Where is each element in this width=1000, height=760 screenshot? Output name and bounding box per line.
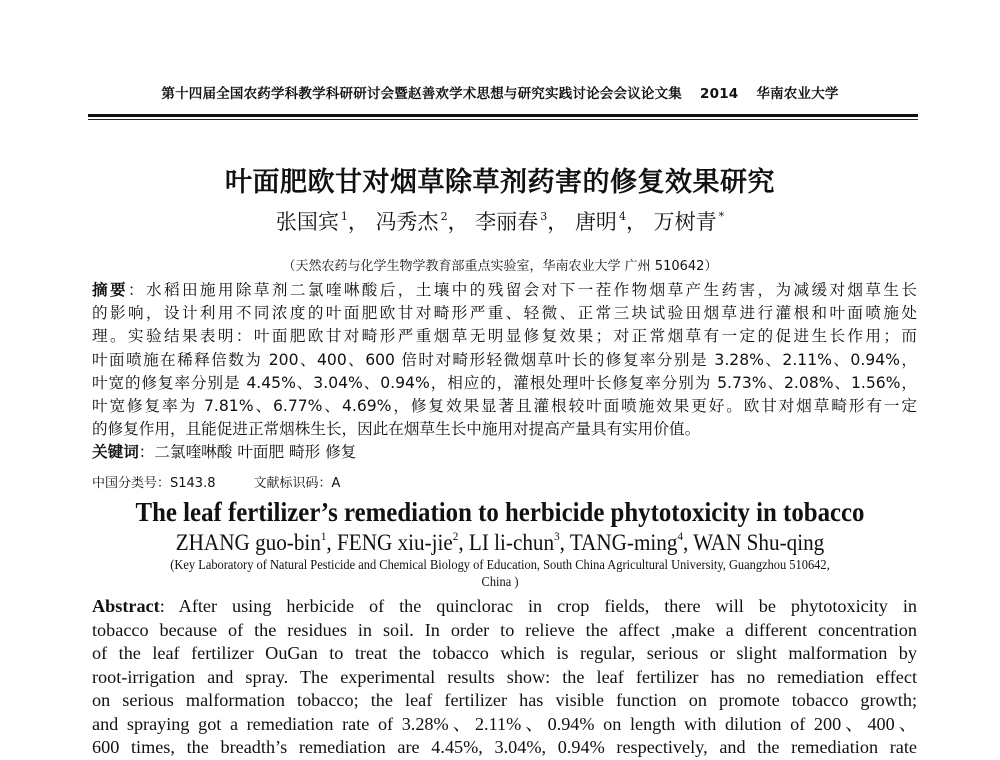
en-author: FENG xiu-jie$^2$, — [337, 529, 469, 555]
cn-affiliation: （天然农药与化学生物学教育部重点实验室，华南农业大学 广州 510642） — [282, 259, 718, 274]
en-abstract-line: root-irrigation and spray. The experimental results show: the leaf fertilizer has no remediation effect — [92, 666, 917, 687]
cn-author: 冯秀杰 $^2$， — [375, 210, 469, 234]
en-author: TANG-ming$^4$, — [569, 529, 694, 555]
cn-keywords: 关键词：二氯喹啉酸 叶面肥 畸形 修复 — [92, 443, 357, 462]
proceedings-title: 第十四届全国农药学科教学科研研讨会暨赵善欢学术思想与研究实践讨论会会议论文集 — [161, 86, 683, 102]
cn-paper-title: 叶面肥欧甘对烟草除草剂药害的修复效果研究 — [225, 167, 775, 198]
cn-author: 万树青 * — [653, 210, 725, 234]
cn-abstract-line: 的修复作用，且能促进正常烟株生长，因此在烟草生长中施用对提高产量具有实用价值。 — [92, 420, 701, 439]
cn-classification: 中国分类号：S143.8 文献标识码：A — [92, 476, 341, 491]
header-rule-thick — [88, 114, 918, 117]
cn-abstract-line: 叶宽的修复率分别是 4.45%、3.04%、0.94%，相应的，灌根处理叶长修复率分别为 5.73%、2.08%、1.56%， — [92, 373, 917, 392]
cn-keywords-label: 关键词 — [92, 443, 139, 462]
en-author: WAN Shu-qing — [693, 530, 825, 555]
cn-author: 李丽春 $^3$， — [475, 210, 569, 234]
en-abstract-line: and spraying got a remediation rate of 3.28%、2.11%、0.94% on length with dilution of 200、400、 — [92, 713, 917, 734]
running-header — [0, 82, 1000, 102]
cn-author: 唐明 $^4$， — [574, 210, 647, 234]
classification-code: S143.8 — [170, 476, 216, 491]
cn-author: 张国宾 $^1$， — [275, 210, 369, 234]
cn-author-list — [0, 206, 1000, 236]
en-abstract-line: of the leaf fertilizer OuGan to treat the tobacco which is regular, serious or slight malformation by — [92, 643, 917, 663]
en-abstract-line: tobacco because of the residues in soil. In order to relieve the affect ,make a different concentration — [92, 619, 917, 640]
cn-abstract-line: 摘要：水稻田施用除草剂二氯喹啉酸后，土壤中的残留会对下一茬作物烟草产生药害，为减缓对烟草生长 — [92, 281, 917, 299]
en-author: ZHANG guo-bin$^1$, — [175, 529, 338, 555]
cn-abstract-line: 叶宽修复率为 7.81%、6.77%、4.69%，修复效果显著且灌根较叶面喷施效果更好。欧甘对烟草畸形有一定 — [92, 397, 917, 416]
cn-abstract-line: 理。实验结果表明：叶面肥欧甘对畸形严重烟草无明显修复效果；对正常烟草有一定的促进生长作用；而 — [92, 327, 917, 346]
header-rule-thin — [88, 119, 918, 120]
cn-abstract — [92, 279, 917, 465]
en-abstract — [92, 595, 917, 760]
en-abstract-line: Abstract: After using herbicide of the quinclorac in crop fields, there will be phytotoxicity in — [92, 596, 917, 616]
en-paper-title: The leaf fertilizer’s remediation to herbicide phytotoxicity in tobacco — [135, 497, 865, 527]
en-abstract-label: Abstract — [92, 596, 160, 616]
en-author: LI li-chun$^3$, — [468, 529, 570, 555]
en-abstract-line: on serious malformation tobacco; the leaf fertilizer has visible function on promote tobacco growth; — [92, 690, 917, 710]
proceedings-year: 2014 — [700, 86, 739, 102]
en-affiliation: (Key Laboratory of Natural Pesticide and Chemical Biology of Education, South China Agricultural University, Guangzhou 510642, China ) — [170, 557, 830, 589]
cn-abstract-label: 摘要 — [92, 281, 128, 299]
cn-abstract-line: 叶面喷施在稀释倍数为 200、400、600 倍时对畸形轻微烟草叶长的修复率分别是 3.28%、2.11%、0.94%， — [92, 350, 917, 369]
document-code: A — [331, 476, 341, 491]
cn-abstract-line: 的影响，设计利用不同浓度的叶面肥欧甘对畸形严重、轻微、正常三块试验田烟草进行灌根和叶面喷施处 — [92, 304, 917, 323]
proceedings-host: 华南农业大学 — [756, 86, 839, 102]
en-abstract-line: 600 times, the breadth’s remediation are 4.45%, 3.04%, 0.94% respectively, and the remediation rate — [92, 737, 917, 757]
en-author-list — [40, 529, 960, 556]
